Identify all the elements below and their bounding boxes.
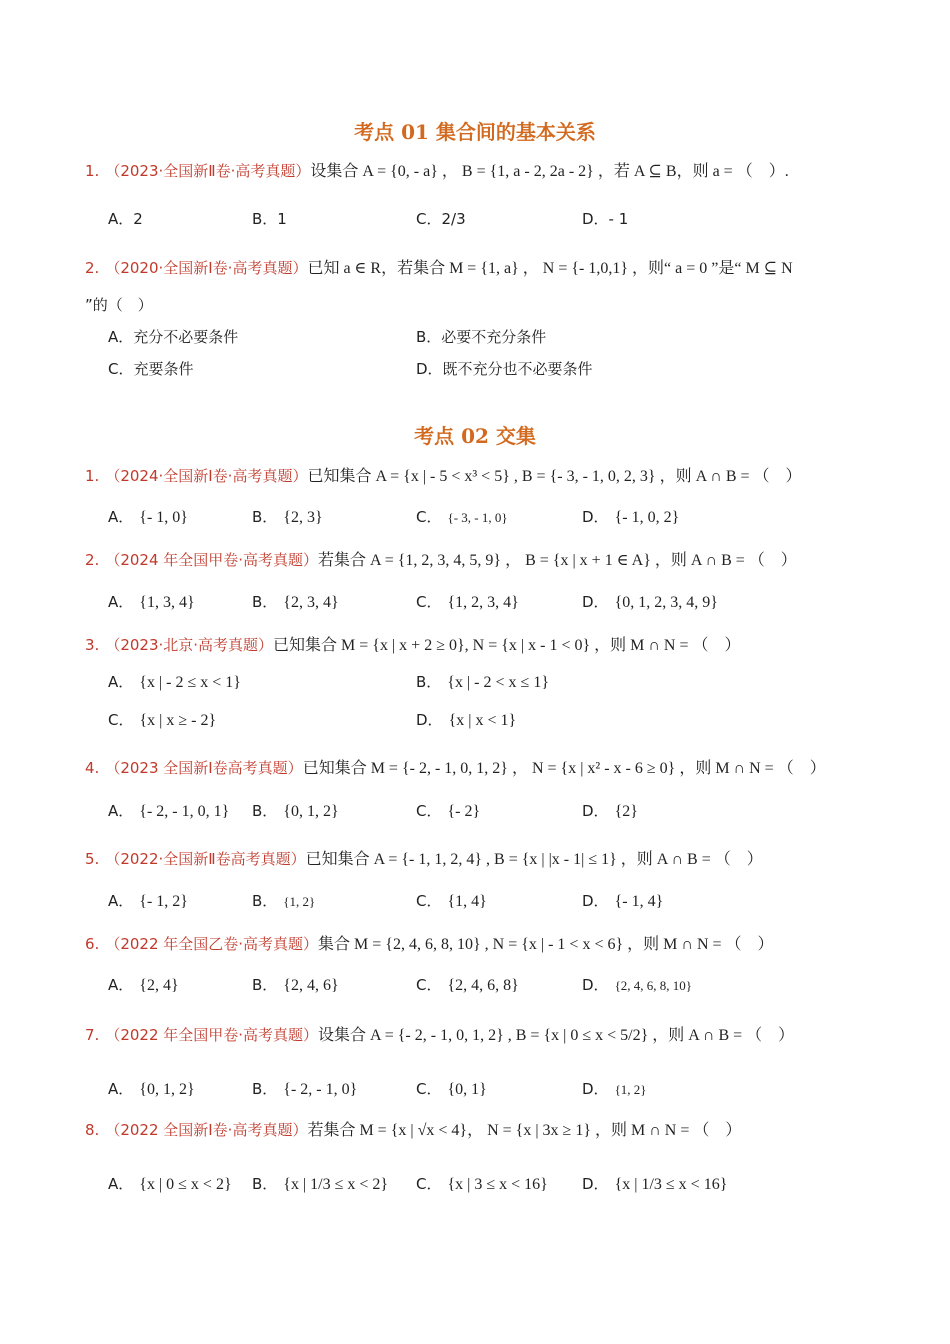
question-source: （2022 年全国乙卷·高考真题） <box>105 935 319 953</box>
option-value: {x | 1/3 ≤ x < 16} <box>614 1176 728 1193</box>
section-title: 考点 02 交集 <box>414 424 536 448</box>
question <box>85 255 865 282</box>
option-label: B． <box>252 593 278 611</box>
option-label: B． <box>252 976 278 994</box>
option-d[interactable] <box>582 889 663 914</box>
option-value: {2, 4, 6} <box>283 977 339 994</box>
option-label: A． <box>108 802 134 820</box>
option-label: D． <box>582 593 609 611</box>
question-stem: 已知集合 A = {x | - 5 < x³ < 5} , B = {- 3, - 1, 0, 2, 3} ，则 A ∩ B = （ ） <box>307 468 802 485</box>
option-label: C． <box>416 1080 442 1098</box>
option-value: {0, 1, 2, 3, 4, 9} <box>614 594 718 611</box>
question <box>85 463 865 490</box>
question <box>85 755 865 782</box>
option-label: B． <box>416 673 442 691</box>
option-c[interactable] <box>416 889 487 914</box>
option-value: {- 1, 4} <box>614 893 664 910</box>
option-label: B． <box>252 1080 278 1098</box>
question-stem-continuation: ”的（ ） <box>85 296 153 314</box>
question-stem: 若集合 A = {1, 2, 3, 4, 5, 9} ， B = {x | x + 1 ∈ A} ，则 A ∩ B = （ ） <box>318 552 797 569</box>
option-label: D． <box>582 802 609 820</box>
option-b[interactable] <box>252 1077 357 1102</box>
option-value: {x | - 2 < x ≤ 1} <box>447 674 549 691</box>
option-value: {2, 4, 6, 8} <box>447 977 519 994</box>
option-b[interactable] <box>252 590 339 615</box>
option-label: D． <box>416 711 443 729</box>
question-stem: 已知 a ∈ R，若集合 M = {1, a} ， N = {- 1,0,1} ，则“ a = 0 ”是“ M ⊆ N <box>307 260 793 277</box>
option-value: {- 2} <box>447 803 481 820</box>
option-b[interactable] <box>252 973 339 998</box>
option-d[interactable] <box>416 708 516 733</box>
question-source: （2022 全国新Ⅰ卷·高考真题） <box>105 1121 308 1139</box>
option-value: {1, 3, 4} <box>139 594 195 611</box>
option-label: A． <box>108 1080 134 1098</box>
question-source: （2022 年全国甲卷·高考真题） <box>105 1026 319 1044</box>
question <box>85 158 865 185</box>
option-b[interactable] <box>252 505 323 530</box>
question-source: （2024·全国新Ⅰ卷·高考真题） <box>105 467 308 485</box>
question <box>85 1117 865 1144</box>
option-a[interactable] <box>108 1172 232 1197</box>
option-b[interactable]: B．必要不充分条件 <box>416 328 547 346</box>
option-value: {- 1, 0, 2} <box>614 509 680 526</box>
question-stem: 设集合 A = {- 2, - 1, 0, 1, 2} , B = {x | 0 ≤ x < 5/2} ，则 A ∩ B = （ ） <box>318 1027 795 1044</box>
question-number: 7. <box>85 1026 100 1044</box>
option-label: A． <box>108 593 134 611</box>
question-number: 8. <box>85 1121 100 1139</box>
question-source: （2020·全国新Ⅰ卷·高考真题） <box>105 259 308 277</box>
option-d[interactable] <box>582 505 679 530</box>
option-label: C． <box>416 593 442 611</box>
option-d[interactable]: D．- 1 <box>582 210 629 228</box>
option-a[interactable] <box>108 590 195 615</box>
option-label: A． <box>108 976 134 994</box>
option-a[interactable]: A．2 <box>108 210 143 228</box>
option-b[interactable]: B．1 <box>252 210 287 228</box>
option-value: {0, 1, 2} <box>283 803 339 820</box>
question-stem: 已知集合 M = {x | x + 2 ≥ 0}, N = {x | x - 1 < 0} ，则 M ∩ N = （ ） <box>273 637 741 654</box>
option-value: {x | 1/3 ≤ x < 2} <box>283 1176 389 1193</box>
question-stem: 集合 M = {2, 4, 6, 8, 10} , N = {x | - 1 < x < 6} ，则 M ∩ N = （ ） <box>318 936 774 953</box>
option-label: D． <box>582 892 609 910</box>
option-c[interactable] <box>416 799 480 824</box>
option-c[interactable] <box>416 1077 487 1102</box>
option-label: B． <box>252 508 278 526</box>
question <box>85 632 865 659</box>
option-a[interactable] <box>108 505 188 530</box>
option-value: {x | 0 ≤ x < 2} <box>139 1176 232 1193</box>
option-b[interactable] <box>252 799 339 824</box>
question-number: 1. <box>85 467 100 485</box>
option-label: C． <box>416 802 442 820</box>
option-d[interactable] <box>582 590 718 615</box>
option-c[interactable] <box>416 973 519 998</box>
option-value: {2} <box>614 803 638 820</box>
option-label: A． <box>108 508 134 526</box>
option-d[interactable]: D．既不充分也不必要条件 <box>416 360 593 378</box>
option-label: A． <box>108 673 134 691</box>
option-value: {2, 3} <box>283 509 323 526</box>
option-a[interactable] <box>108 799 229 824</box>
option-value: {2, 4, 6, 8, 10} <box>614 978 693 993</box>
question-number: 1. <box>85 162 100 180</box>
option-label: A． <box>108 1175 134 1193</box>
question-source: （2023 全国新Ⅰ卷高考真题） <box>105 759 303 777</box>
question-source: （2023·北京·高考真题） <box>105 636 274 654</box>
question <box>85 846 865 873</box>
option-a[interactable] <box>108 670 241 695</box>
question-stem: 若集合 M = {x | √x < 4}， N = {x | 3x ≥ 1} ，则 M ∩ N = （ ） <box>307 1122 742 1139</box>
option-value: {1, 2} <box>283 894 316 909</box>
option-a[interactable]: A．充分不必要条件 <box>108 328 239 346</box>
option-value: {x | - 2 ≤ x < 1} <box>139 674 241 691</box>
option-label: A． <box>108 892 134 910</box>
option-value: {x | x < 1} <box>448 712 517 729</box>
option-c[interactable] <box>416 1172 548 1197</box>
option-label: C． <box>416 1175 442 1193</box>
question <box>85 931 865 958</box>
option-label: C． <box>416 976 442 994</box>
option-d[interactable] <box>582 973 692 998</box>
option-value: {1, 2} <box>614 1082 647 1097</box>
question-number: 2. <box>85 259 100 277</box>
question-number: 3. <box>85 636 100 654</box>
option-b[interactable] <box>416 670 549 695</box>
option-a[interactable] <box>108 1077 195 1102</box>
option-label: C． <box>108 711 134 729</box>
option-a[interactable] <box>108 973 179 998</box>
option-value: {- 3, - 1, 0} <box>447 510 508 525</box>
option-label: B． <box>252 802 278 820</box>
question <box>85 547 865 574</box>
question-number: 4. <box>85 759 100 777</box>
option-label: B． <box>252 892 278 910</box>
question-stem: 已知集合 M = {- 2, - 1, 0, 1, 2} ， N = {x | x² - x - 6 ≥ 0} ，则 M ∩ N = （ ） <box>302 760 826 777</box>
option-label: D． <box>582 1080 609 1098</box>
option-value: {1, 4} <box>447 893 487 910</box>
option-value: {2, 3, 4} <box>283 594 339 611</box>
question-source: （2024 年全国甲卷·高考真题） <box>105 551 319 569</box>
question-source: （2023·全国新Ⅱ卷·高考真题） <box>105 162 311 180</box>
option-value: {- 1, 0} <box>139 509 188 526</box>
option-label: D． <box>582 1175 609 1193</box>
option-d[interactable] <box>582 799 638 824</box>
question-stem: 已知集合 A = {- 1, 1, 2, 4} , B = {x | |x - 1| ≤ 1} ，则 A ∩ B = （ ） <box>305 851 763 868</box>
option-a[interactable] <box>108 889 188 914</box>
section-title: 考点 01 集合间的基本关系 <box>354 120 596 144</box>
option-label: C． <box>416 508 442 526</box>
option-b[interactable] <box>252 1172 388 1197</box>
option-value: {0, 1} <box>447 1081 487 1098</box>
option-c[interactable] <box>108 708 216 733</box>
option-label: D． <box>582 508 609 526</box>
option-label: D． <box>582 976 609 994</box>
option-value: {x | 3 ≤ x < 16} <box>447 1176 548 1193</box>
option-c[interactable] <box>416 505 508 530</box>
option-d[interactable] <box>582 1172 727 1197</box>
option-value: {- 2, - 1, 0} <box>283 1081 358 1098</box>
option-c[interactable] <box>416 590 519 615</box>
option-value: {1, 2, 3, 4} <box>447 594 519 611</box>
option-c[interactable]: C．充要条件 <box>108 360 194 378</box>
option-value: {- 2, - 1, 0, 1} <box>139 803 230 820</box>
option-c[interactable]: C．2/3 <box>416 210 466 228</box>
question-number: 6. <box>85 935 100 953</box>
option-value: {- 1, 2} <box>139 893 188 910</box>
option-d[interactable] <box>582 1077 647 1102</box>
option-value: {0, 1, 2} <box>139 1081 195 1098</box>
question-number: 5. <box>85 850 100 868</box>
question-number: 2. <box>85 551 100 569</box>
option-label: C． <box>416 892 442 910</box>
question-stem: 设集合 A = {0, - a} ， B = {1, a - 2, 2a - 2} ，若 A ⊆ B，则 a = （ ）. <box>310 163 789 180</box>
question <box>85 1022 865 1049</box>
option-b[interactable] <box>252 889 315 914</box>
option-value: {x | x ≥ - 2} <box>139 712 217 729</box>
option-label: B． <box>252 1175 278 1193</box>
question-source: （2022·全国新Ⅱ卷高考真题） <box>105 850 306 868</box>
option-value: {2, 4} <box>139 977 179 994</box>
